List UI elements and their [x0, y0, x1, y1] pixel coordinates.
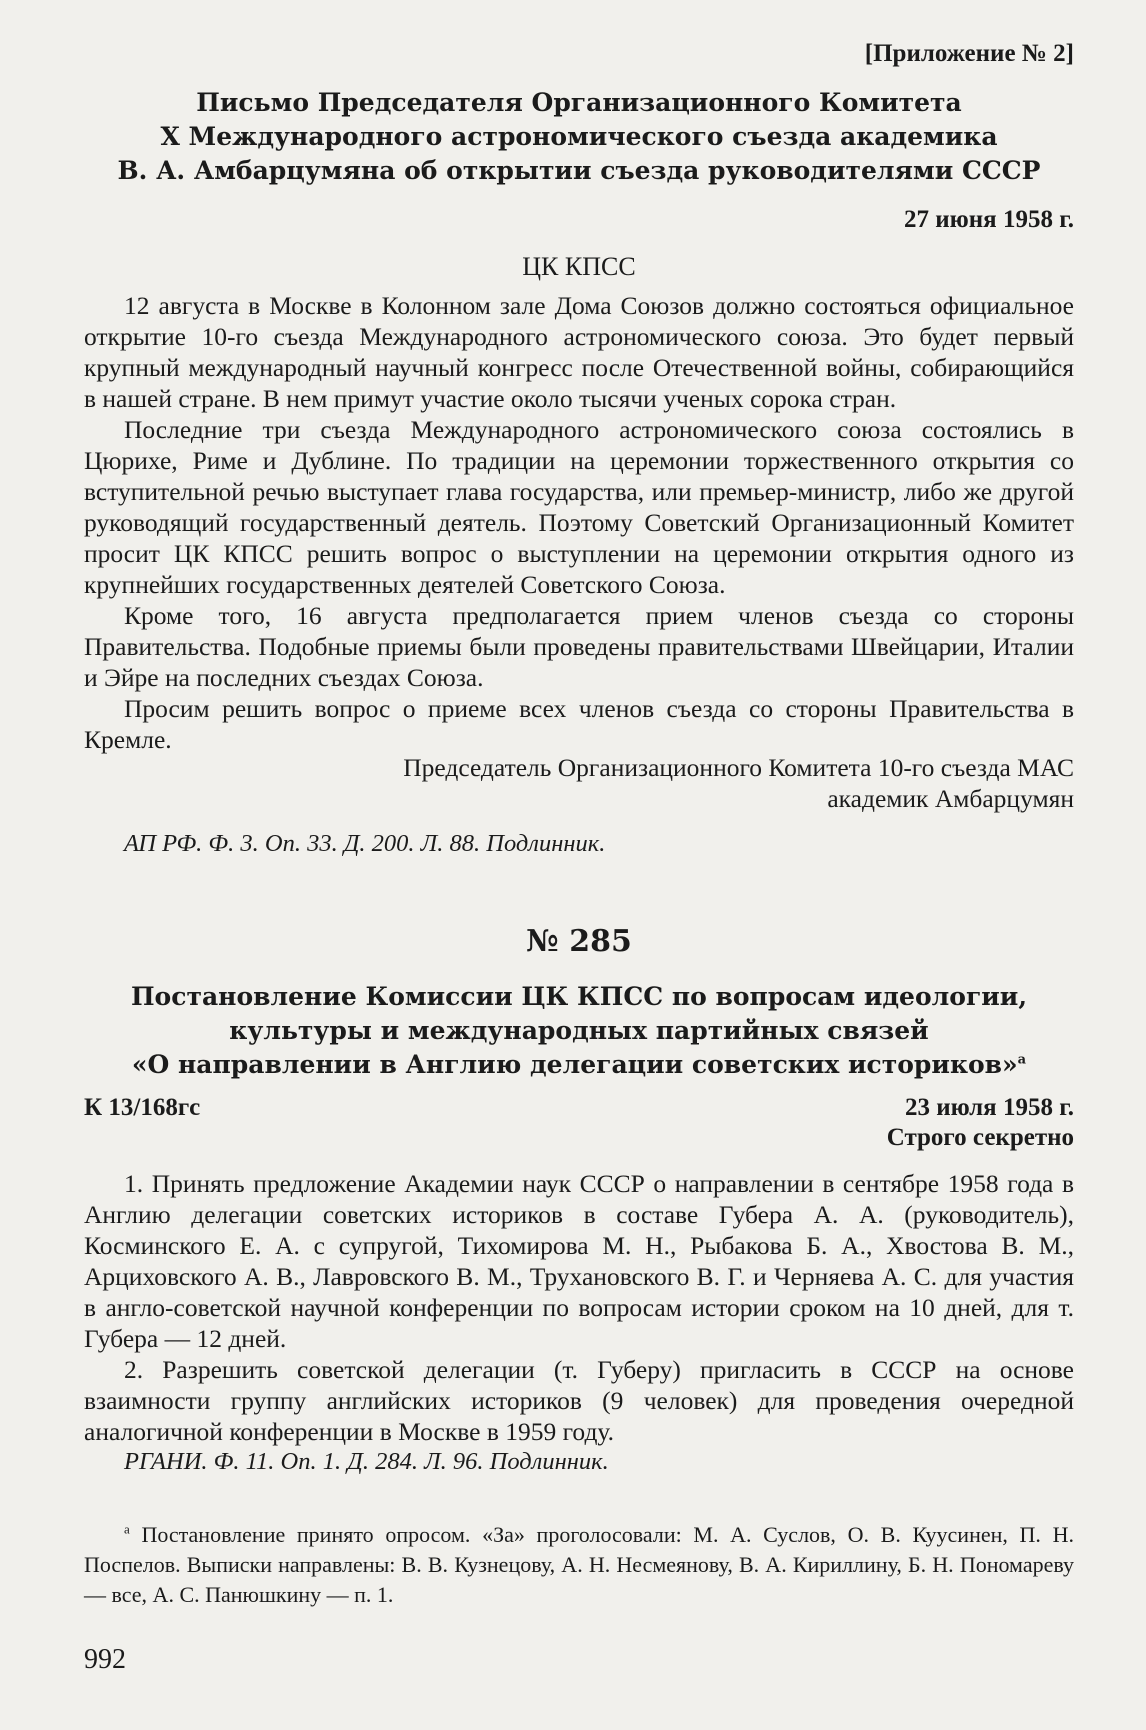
doc-number-row — [84, 924, 1074, 959]
doc-title-line: культуры и международных партийных связей — [229, 1016, 929, 1045]
page-number-row — [84, 1644, 1074, 1676]
doc-body — [84, 1168, 1074, 1447]
letter-source-row — [84, 830, 1074, 858]
letter-paragraph: 12 августа в Москве в Колонном зале Дома Союзов должно состояться официальное открытие 10-го съезда Международного астрономического союза. Это будет первый крупный международный научный конгресс после Отечественной войны, собирающийся в нашей стране. В нем примут участие около тысячи ученых сорока стран. — [84, 291, 1074, 413]
classification-stamp: Строго секретно — [886, 1124, 1074, 1151]
doc-title-line: Постановление Комиссии ЦК КПСС по вопросам идеологии, — [130, 982, 1028, 1011]
letter-title-line: X Международного астрономического съезда академика — [160, 122, 998, 151]
letter-paragraph: Последние три съезда Международного астрономического союза состоялись в Цюрихе, Риме и Дублине. По традиции на церемонии торжественного открытия со вступительной речью выступает глава государства, или премьер-министр, либо же другой руководящий государственный деятель. Поэтому Советский Организационный Комитет просит ЦК КПСС решить вопрос о выступлении на церемонии открытия одного из крупнейших государственных деятелей Советского Союза. — [84, 415, 1074, 599]
footnote-body: Постановление принято опросом. «За» проголосовали: М. А. Суслов, О. В. Куусинен, П. Н. Поспелов. Выписки направлены: В. В. Кузнецову, А. Н. Несмеянову, В. А. Кириллину, Б. Н. Пономареву — все, А. С. Панюшкину — п. 1. — [84, 1522, 1074, 1607]
page-number: 992 — [84, 1644, 126, 1675]
letter-date: 27 июня 1958 г. — [904, 206, 1074, 233]
doc-meta-row — [84, 1094, 1074, 1122]
appendix-label-row — [84, 40, 1074, 68]
letter-title-line: В. А. Амбарцумяна об открытии съезда руководителями СССР — [117, 156, 1041, 185]
doc-title-text: «О направлении в Англию делегации советских историков» — [131, 1050, 1018, 1079]
letter-date-row — [84, 206, 1074, 234]
signature-title: Председатель Организационного Комитета 10-го съезда МАС — [403, 753, 1074, 782]
footnote-mark: а — [124, 1521, 130, 1537]
letter-paragraph: Просим решить вопрос о приеме всех членов съезда со стороны Правительства в Кремле. — [84, 694, 1074, 754]
doc-source: РГАНИ. Ф. 11. Оп. 1. Д. 284. Л. 96. Подлинник. — [124, 1448, 609, 1475]
title-note-mark: а — [1017, 1052, 1027, 1068]
letter-signature — [84, 752, 1074, 814]
letter-source: АП РФ. Ф. 3. Оп. 33. Д. 200. Л. 88. Подлинник. — [124, 830, 606, 857]
letter-title-line: Письмо Председателя Организационного Комитета — [196, 88, 962, 117]
letter-body — [84, 290, 1074, 755]
footnote-text — [84, 1520, 1074, 1610]
letter-title — [84, 86, 1074, 188]
classification-row — [84, 1124, 1074, 1152]
doc-number: № 285 — [526, 924, 632, 959]
appendix-label: [Приложение № 2] — [864, 40, 1074, 67]
doc-paragraph: 2. Разрешить советской делегации (т. Губеру) пригласить в СССР на основе взаимности группу английских историков (9 человек) для проведения очередной аналогичной конференции в Москве в 1959 году. — [84, 1355, 1074, 1446]
doc-paragraph: 1. Принять предложение Академии наук СССР о направлении в сентябре 1958 года в Англию делегации советских историков в составе Губера А. А. (руководитель), Косминского Е. А. с супругой, Тихомирова М. Н., Рыбакова Б. А., Хвостова В. М., Арциховского А. В., Лавровского В. М., Трухановского В. Г. и Черняева А. С. для участия в англо-советской научной конференции по вопросам истории сроком на 10 дней, для т. Губера — 12 дней. — [84, 1169, 1074, 1353]
doc-ref: К 13/168гс — [84, 1094, 201, 1121]
doc-source-row — [84, 1448, 1074, 1476]
letter-addressee: ЦК КПСС — [522, 252, 636, 281]
doc-title — [84, 980, 1074, 1082]
doc-title-line — [84, 1048, 1074, 1082]
doc-date: 23 июля 1958 г. — [905, 1094, 1074, 1121]
footnote — [84, 1520, 1074, 1610]
signature-name: академик Амбарцумян — [827, 784, 1074, 813]
letter-addressee-row — [84, 252, 1074, 282]
letter-paragraph: Кроме того, 16 августа предполагается прием членов съезда со стороны Правительства. Подобные приемы были проведены правительствами Швейцарии, Италии и Эйре на последних съездах Союза. — [84, 601, 1074, 692]
